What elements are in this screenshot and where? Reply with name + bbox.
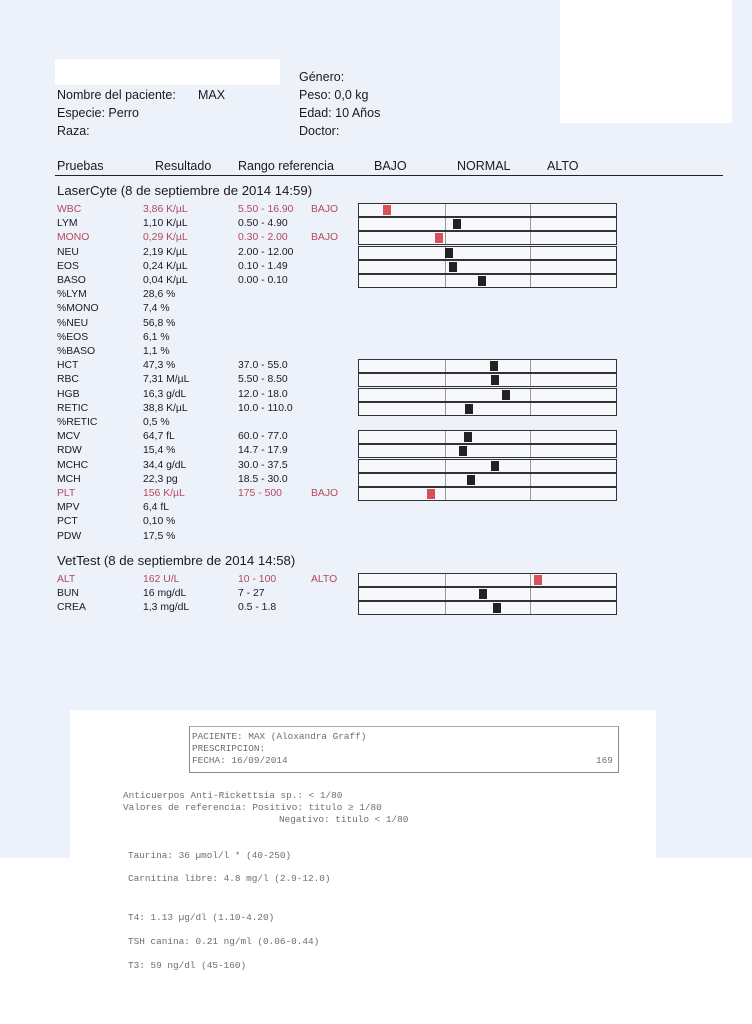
range-gauge [358, 444, 617, 458]
test-range: 10 - 100 [238, 574, 277, 585]
test-result: 64,7 fL [143, 431, 175, 443]
range-gauge [358, 601, 617, 615]
test-result: 0,04 K/µL [143, 275, 188, 286]
gauge-divider [530, 574, 531, 586]
weight-field: Peso: 0,0 kg [299, 88, 369, 102]
column-header-low: BAJO [374, 159, 407, 173]
test-result: 28,6 % [143, 289, 176, 301]
gauge-marker [464, 432, 472, 442]
redacted-area-top-left [55, 59, 280, 85]
test-result: 0,24 K/µL [143, 260, 188, 272]
range-gauge [358, 473, 617, 487]
range-gauge [358, 587, 617, 601]
lab-report-number: 169 [596, 755, 613, 766]
gauge-divider [530, 445, 531, 457]
test-range: 175 - 500 [238, 488, 282, 499]
gauge-marker [445, 248, 453, 258]
column-header-range: Rango referencia [238, 159, 334, 173]
test-range: 0.50 - 4.90 [238, 218, 288, 230]
gauge-divider [530, 588, 531, 600]
gauge-divider [530, 431, 531, 443]
test-result: 47,3 % [143, 360, 176, 372]
test-result: 16,3 g/dL [143, 388, 187, 400]
test-name: MPV [57, 502, 80, 514]
gauge-marker [534, 575, 542, 585]
gauge-divider [530, 488, 531, 500]
range-gauge [358, 573, 617, 587]
gauge-divider [445, 374, 446, 386]
test-result: 162 U/L [143, 574, 180, 585]
gauge-divider [530, 389, 531, 401]
test-range: 5.50 - 8.50 [238, 374, 288, 386]
test-flag: BAJO [311, 204, 339, 215]
test-flag: BAJO [311, 488, 339, 499]
gauge-divider [530, 460, 531, 472]
test-result: 1,10 K/µL [143, 218, 188, 230]
test-range: 2.00 - 12.00 [238, 246, 294, 258]
gauge-marker [459, 446, 467, 456]
test-name: %EOS [57, 331, 89, 343]
t4-result: T4: 1.13 µg/dl (1.10-4.20) [128, 912, 275, 923]
test-name: MONO [57, 232, 90, 244]
gauge-divider [530, 261, 531, 273]
test-name: NEU [57, 246, 79, 258]
test-result: 6,4 fL [143, 502, 169, 514]
test-result: 22,3 pg [143, 473, 178, 485]
test-name: BUN [57, 588, 79, 600]
test-range: 10.0 - 110.0 [238, 402, 293, 414]
gauge-divider [445, 431, 446, 443]
test-result: 2,19 K/µL [143, 246, 188, 258]
range-gauge [358, 388, 617, 402]
test-result: 16 mg/dL [143, 588, 187, 600]
gauge-divider [445, 445, 446, 457]
gauge-divider [445, 588, 446, 600]
test-result: 56,8 % [143, 317, 176, 329]
t3-result: T3: 59 ng/dl (45-160) [128, 960, 247, 971]
test-range: 60.0 - 77.0 [238, 431, 288, 443]
range-gauge [358, 359, 617, 373]
range-gauge [358, 459, 617, 473]
tsh-result: TSH canina: 0.21 ng/ml (0.06-0.44) [128, 936, 320, 947]
test-range: 37.0 - 55.0 [238, 360, 288, 372]
lab-report-date: FECHA: 16/09/2014 [192, 755, 288, 766]
test-result: 15,4 % [143, 445, 176, 457]
gauge-divider [445, 574, 446, 586]
column-header-normal: NORMAL [457, 159, 511, 173]
lab-report-patient: PACIENTE: MAX (Aloxandra Graff) [192, 731, 367, 742]
test-name: %LYM [57, 289, 87, 301]
test-name: %MONO [57, 303, 99, 315]
test-name: MCHC [57, 459, 89, 471]
test-name: HGB [57, 388, 80, 400]
gauge-divider [445, 488, 446, 500]
gauge-marker [449, 262, 457, 272]
lab-report-paper-lower [0, 858, 752, 1024]
gauge-marker [427, 489, 435, 499]
test-range: 14.7 - 17.9 [238, 445, 288, 457]
patient-name-label: Nombre del paciente: [57, 88, 176, 102]
carnitine-result: Carnitina libre: 4.8 mg/l (2.9-12.0) [128, 873, 331, 884]
taurine-result: Taurina: 36 µmol/l * (40-250) [128, 850, 292, 861]
test-name: MCH [57, 473, 81, 485]
breed-field: Raza: [57, 124, 90, 138]
test-name: WBC [57, 204, 82, 215]
gauge-divider [530, 232, 531, 244]
test-result: 7,4 % [143, 303, 170, 315]
test-result: 0,10 % [143, 516, 176, 528]
test-name: RBC [57, 374, 79, 386]
test-flag: BAJO [311, 232, 339, 244]
doctor-field: Doctor: [299, 124, 340, 138]
gauge-marker [453, 219, 461, 229]
test-name: PCT [57, 516, 78, 528]
test-range: 7 - 27 [238, 588, 265, 600]
gauge-divider [530, 602, 531, 614]
column-header-result: Resultado [155, 159, 212, 173]
test-range: 0.30 - 2.00 [238, 232, 288, 244]
gauge-marker [493, 603, 501, 613]
column-header-high: ALTO [547, 159, 579, 173]
gauge-marker [435, 233, 443, 243]
gauge-divider [445, 474, 446, 486]
range-gauge [358, 402, 617, 416]
gauge-divider [530, 204, 531, 216]
test-result: 34,4 g/dL [143, 459, 187, 471]
test-result: 17,5 % [143, 530, 176, 542]
test-name: HCT [57, 360, 79, 372]
test-name: ALT [57, 574, 76, 585]
gauge-divider [530, 275, 531, 287]
range-gauge [358, 260, 617, 274]
section-title-vettest: VetTest (8 de septiembre de 2014 14:58) [57, 553, 296, 568]
gauge-divider [445, 261, 446, 273]
gauge-divider [445, 602, 446, 614]
test-result: 3,86 K/µL [143, 204, 188, 215]
test-result: 0,5 % [143, 417, 170, 428]
test-name: %RETIC [57, 417, 98, 428]
test-range: 12.0 - 18.0 [238, 388, 288, 400]
redacted-area-top-right [560, 0, 732, 123]
test-name: PLT [57, 488, 76, 499]
range-gauge [358, 203, 617, 217]
test-result: 7,31 M/µL [143, 374, 190, 386]
rickettsia-reference: Valores de referencia: Positivo: titulo ≥ 1/80 [123, 802, 382, 813]
gauge-marker [478, 276, 486, 286]
gauge-divider [445, 403, 446, 415]
species-field: Especie: Perro [57, 106, 139, 120]
gauge-divider [530, 403, 531, 415]
test-name: RETIC [57, 402, 89, 414]
test-range: 5.50 - 16.90 [238, 204, 294, 215]
test-result: 156 K/µL [143, 488, 185, 499]
gauge-divider [445, 204, 446, 216]
gauge-divider [530, 474, 531, 486]
range-gauge [358, 274, 617, 288]
gauge-divider [445, 360, 446, 372]
header-divider [55, 175, 723, 176]
range-gauge [358, 217, 617, 231]
gauge-divider [530, 360, 531, 372]
rickettsia-result: Anticuerpos Anti-Rickettsia sp.: < 1/80 [123, 790, 343, 801]
age-field: Edad: 10 Años [299, 106, 381, 120]
test-name: %NEU [57, 317, 89, 329]
range-gauge [358, 231, 617, 245]
test-range: 18.5 - 30.0 [238, 473, 288, 485]
patient-name-value: MAX [198, 88, 226, 102]
gauge-divider [530, 218, 531, 230]
gauge-divider [445, 218, 446, 230]
gauge-divider [445, 275, 446, 287]
gender-field: Género: [299, 70, 345, 84]
column-header-tests: Pruebas [57, 159, 104, 173]
test-result: 38,8 K/µL [143, 402, 188, 414]
test-result: 0,29 K/µL [143, 232, 188, 244]
test-name: RDW [57, 445, 82, 457]
gauge-marker [502, 390, 510, 400]
test-range: 0.10 - 1.49 [238, 260, 288, 272]
gauge-marker [491, 461, 499, 471]
gauge-marker [491, 375, 499, 385]
range-gauge [358, 430, 617, 444]
gauge-marker [479, 589, 487, 599]
range-gauge [358, 373, 617, 387]
test-name: EOS [57, 260, 79, 272]
gauge-marker [490, 361, 498, 371]
test-result: 1,3 mg/dL [143, 602, 190, 614]
test-range: 0.5 - 1.8 [238, 602, 277, 614]
test-name: PDW [57, 530, 82, 542]
test-name: BASO [57, 275, 86, 286]
rickettsia-negative: Negativo: titulo < 1/80 [279, 814, 409, 825]
test-flag: ALTO [311, 574, 338, 585]
range-gauge [358, 246, 617, 260]
test-range: 0.00 - 0.10 [238, 275, 288, 286]
range-gauge [358, 487, 617, 501]
gauge-divider [530, 247, 531, 259]
test-name: %BASO [57, 346, 96, 357]
gauge-marker [383, 205, 391, 215]
gauge-divider [445, 460, 446, 472]
test-name: LYM [57, 218, 78, 230]
gauge-divider [530, 374, 531, 386]
test-result: 1,1 % [143, 346, 170, 357]
gauge-divider [445, 232, 446, 244]
section-title-lasercyte: LaserCyte (8 de septiembre de 2014 14:59) [57, 183, 313, 198]
test-result: 6,1 % [143, 331, 170, 343]
test-name: CREA [57, 602, 86, 614]
lab-report-prescription: PRESCRIPCION: [192, 743, 266, 754]
test-name: MCV [57, 431, 81, 443]
gauge-marker [467, 475, 475, 485]
gauge-divider [445, 389, 446, 401]
test-range: 30.0 - 37.5 [238, 459, 288, 471]
gauge-marker [465, 404, 473, 414]
